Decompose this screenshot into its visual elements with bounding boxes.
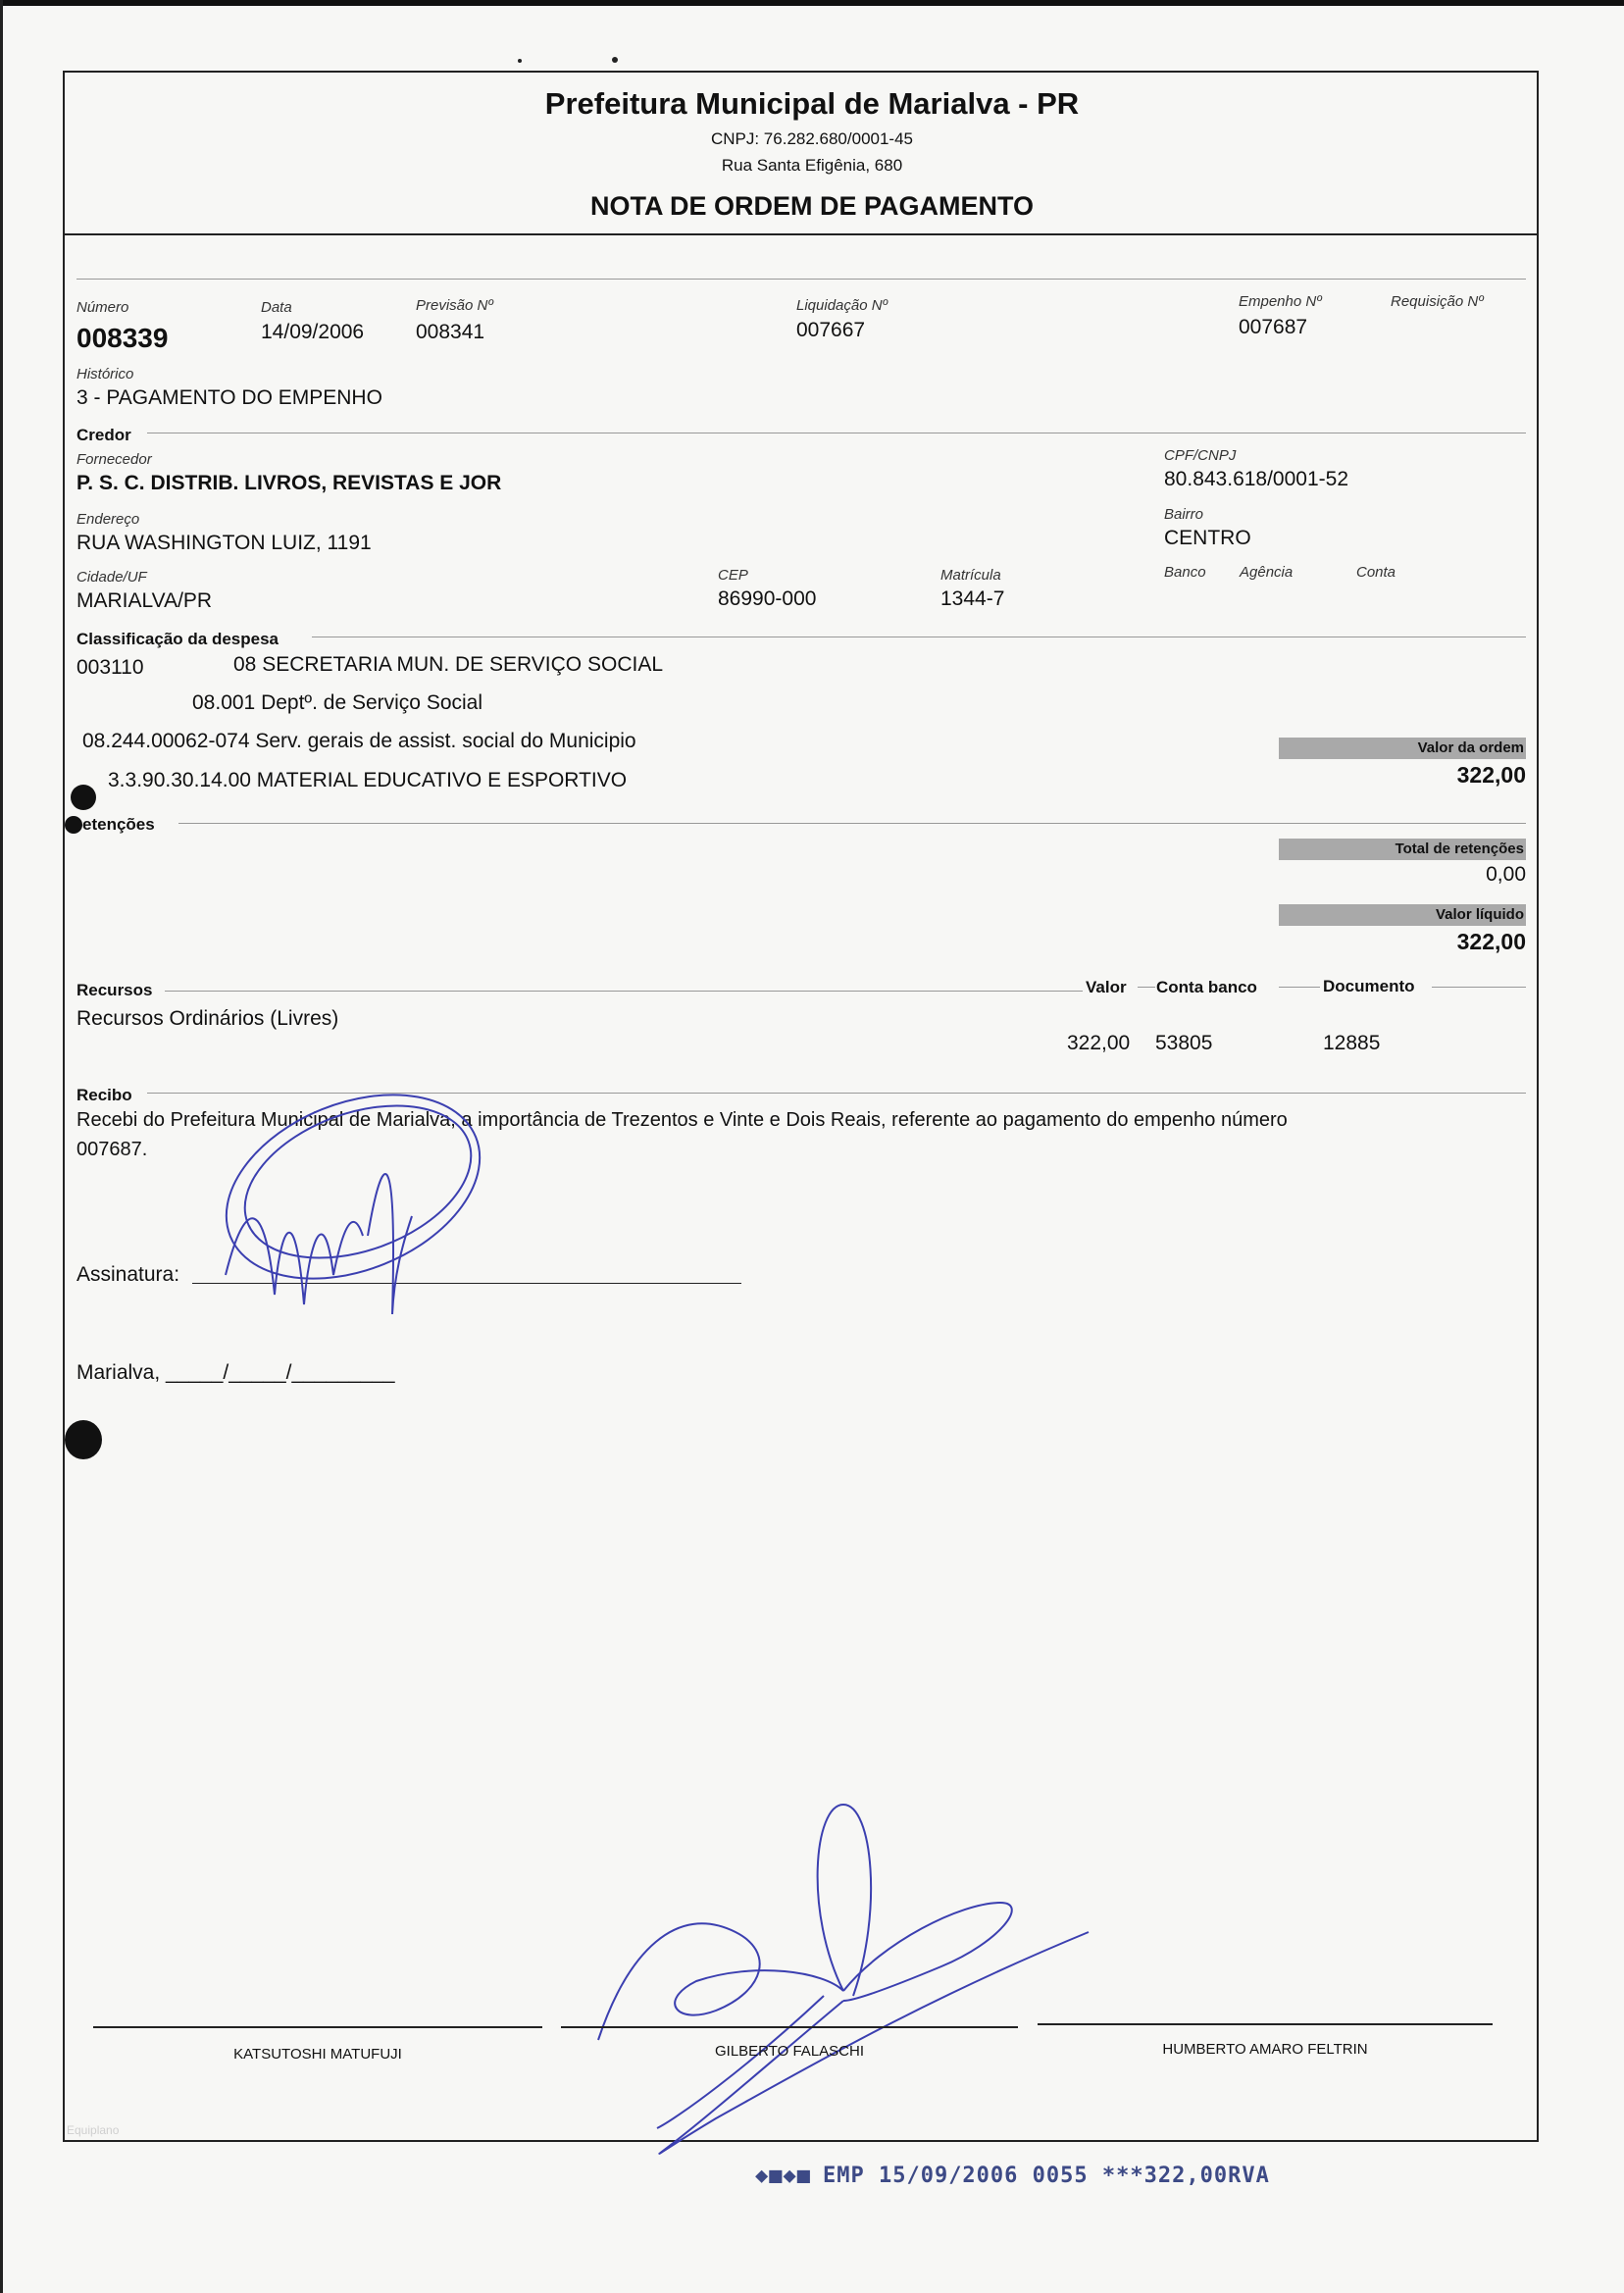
banco-label: Banco bbox=[1164, 564, 1206, 581]
endereco-label: Endereço bbox=[76, 511, 140, 528]
valor-liquido-bar: Valor líquido bbox=[1279, 904, 1526, 926]
data-value: 14/09/2006 bbox=[261, 321, 365, 343]
signature-line-2 bbox=[561, 2026, 1018, 2028]
recursos-section: Recursos bbox=[76, 981, 153, 999]
recursos-documento-label: Documento bbox=[1323, 977, 1415, 995]
retencoes-section: etenções bbox=[82, 815, 155, 834]
fornecedor-label: Fornecedor bbox=[76, 451, 152, 468]
punch-hole-mark bbox=[65, 816, 82, 834]
recibo-text-line1: Recebi do Prefeitura Municipal de Marialva, a importância de Trezentos e Vinte e Dois Reais, referente ao pagamento do empenho número bbox=[76, 1109, 1288, 1131]
local-date-line: Marialva, _____/_____/_________ bbox=[76, 1361, 395, 1384]
cidade-value: MARIALVA/PR bbox=[76, 589, 213, 612]
signatory-name-2: GILBERTO FALASCHI bbox=[715, 2043, 864, 2060]
divider bbox=[1279, 987, 1320, 988]
requisicao-label: Requisição Nº bbox=[1391, 293, 1484, 310]
divider bbox=[76, 279, 1526, 280]
liquidacao-label: Liquidação Nº bbox=[796, 297, 888, 314]
historico-value: 3 - PAGAMENTO DO EMPENHO bbox=[76, 386, 382, 409]
signatory-name-3: HUMBERTO AMARO FELTRIN bbox=[1162, 2041, 1368, 2058]
cep-label: CEP bbox=[718, 567, 748, 584]
recursos-descricao: Recursos Ordinários (Livres) bbox=[76, 1007, 339, 1030]
address-line: Rua Santa Efigênia, 680 bbox=[721, 156, 903, 175]
liquidacao-value: 007667 bbox=[796, 319, 866, 341]
scan-dot bbox=[612, 57, 618, 63]
stamp-text: EMP 15/09/2006 0055 ***322,00RVA bbox=[822, 2164, 1270, 2188]
divider bbox=[1138, 987, 1155, 988]
assinatura-label: Assinatura: bbox=[76, 1263, 180, 1286]
cpf-value: 80.843.618/0001-52 bbox=[1164, 468, 1349, 490]
document-title: NOTA DE ORDEM DE PAGAMENTO bbox=[589, 191, 1034, 221]
bairro-value: CENTRO bbox=[1164, 527, 1251, 549]
divider bbox=[165, 991, 1083, 992]
valor-liquido-value: 322,00 bbox=[1456, 929, 1526, 954]
signature-line-3 bbox=[1038, 2023, 1493, 2025]
classificacao-code: 003110 bbox=[76, 656, 144, 679]
recursos-valor: 322,00 bbox=[1067, 1032, 1131, 1054]
total-retencoes-bar: Total de retenções bbox=[1279, 839, 1526, 860]
numero-label: Número bbox=[76, 299, 129, 316]
classificacao-line1: 08 SECRETARIA MUN. DE SERVIÇO SOCIAL bbox=[233, 653, 664, 676]
total-retencoes-value: 0,00 bbox=[1486, 863, 1526, 886]
cpf-label: CPF/CNPJ bbox=[1164, 447, 1237, 464]
scan-left-edge bbox=[0, 0, 3, 2293]
signature-line-1 bbox=[93, 2026, 542, 2028]
recursos-conta: 53805 bbox=[1155, 1032, 1213, 1054]
bairro-label: Bairro bbox=[1164, 506, 1204, 523]
recibo-section: Recibo bbox=[76, 1086, 132, 1104]
cidade-label: Cidade/UF bbox=[76, 569, 147, 586]
recibo-text-line2: 007687. bbox=[76, 1139, 148, 1160]
divider bbox=[178, 823, 1526, 824]
cnpj-line: CNPJ: 76.282.680/0001-45 bbox=[710, 129, 914, 148]
classificacao-line4: 3.3.90.30.14.00 MATERIAL EDUCATIVO E ESPORTIVO bbox=[108, 769, 628, 791]
endereco-value: RUA WASHINGTON LUIZ, 1191 bbox=[76, 532, 372, 554]
matricula-label: Matrícula bbox=[940, 567, 1001, 584]
software-watermark: Equiplano bbox=[67, 2123, 120, 2137]
agencia-label: Agência bbox=[1240, 564, 1294, 581]
valor-ordem-bar: Valor da ordem bbox=[1279, 738, 1526, 759]
valor-ordem-value: 322,00 bbox=[1456, 762, 1526, 788]
handwritten-signature-bottom bbox=[588, 1795, 1098, 2167]
divider bbox=[1432, 987, 1526, 988]
recursos-documento: 12885 bbox=[1323, 1032, 1381, 1054]
mechanical-stamp bbox=[755, 2164, 1270, 2188]
handwritten-signature-top bbox=[186, 1079, 579, 1363]
previsao-label: Previsão Nº bbox=[416, 297, 493, 314]
classificacao-line3: 08.244.00062-074 Serv. gerais de assist. social do Municipio bbox=[82, 730, 636, 752]
classificacao-line2: 08.001 Deptº. de Serviço Social bbox=[192, 691, 483, 714]
header-divider bbox=[63, 233, 1539, 235]
recursos-valor-label: Valor bbox=[1086, 978, 1127, 996]
conta-label: Conta bbox=[1356, 564, 1396, 581]
scan-top-edge bbox=[0, 0, 1624, 6]
empenho-label: Empenho Nº bbox=[1239, 293, 1322, 310]
punch-hole-mark bbox=[65, 1420, 102, 1459]
stamp-logo-icon: ◆■◆■ bbox=[755, 2164, 811, 2188]
recursos-conta-label: Conta banco bbox=[1156, 978, 1257, 996]
credor-section: Credor bbox=[76, 426, 131, 444]
signatory-name-1: KATSUTOSHI MATUFUJI bbox=[233, 2046, 402, 2063]
cep-value: 86990-000 bbox=[718, 587, 817, 610]
numero-value: 008339 bbox=[76, 323, 169, 353]
municipality-title: Prefeitura Municipal de Marialva - PR bbox=[544, 86, 1080, 121]
scan-dot bbox=[518, 59, 522, 63]
previsao-value: 008341 bbox=[416, 321, 485, 343]
data-label: Data bbox=[261, 299, 292, 316]
historico-label: Histórico bbox=[76, 366, 134, 382]
punch-hole-mark bbox=[71, 785, 96, 810]
fornecedor-value: P. S. C. DISTRIB. LIVROS, REVISTAS E JOR bbox=[76, 472, 502, 494]
empenho-value: 007687 bbox=[1239, 316, 1308, 338]
matricula-value: 1344-7 bbox=[940, 587, 1005, 610]
classificacao-section: Classificação da despesa bbox=[76, 630, 279, 648]
